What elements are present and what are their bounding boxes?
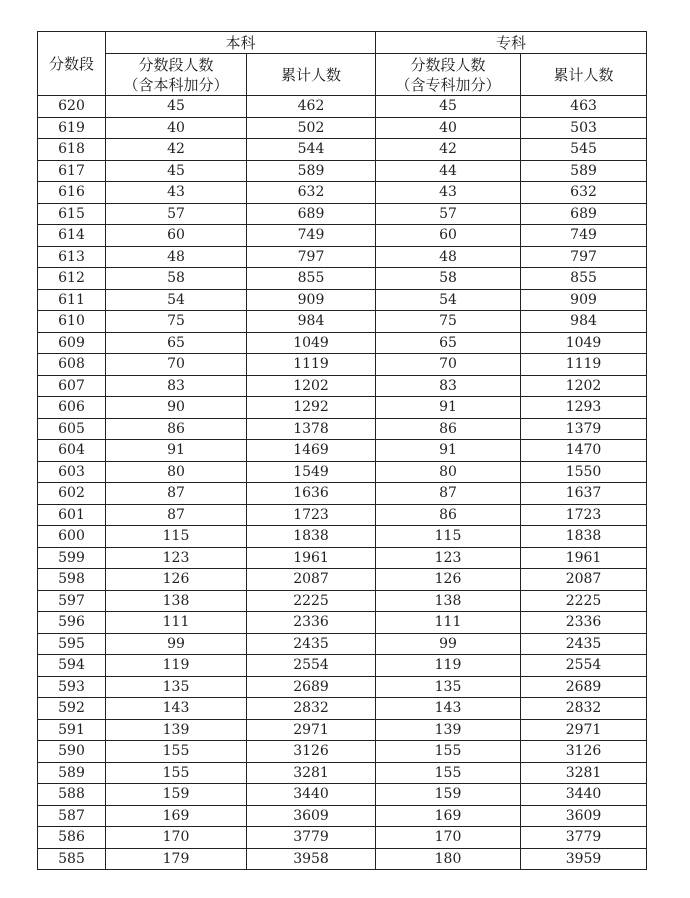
college-cumulative-cell: 3440	[521, 784, 647, 806]
college-count-cell: 123	[376, 547, 521, 569]
undergrad-count-cell: 57	[106, 203, 247, 225]
undergrad-count-cell: 139	[106, 719, 247, 741]
undergrad-count-cell: 115	[106, 526, 247, 548]
undergrad-count-cell: 87	[106, 504, 247, 526]
table-header	[38, 32, 647, 96]
undergrad-count-cell: 155	[106, 741, 247, 763]
college-count-cell: 143	[376, 698, 521, 720]
score-cell: 600	[38, 526, 106, 548]
undergrad-count-cell: 80	[106, 461, 247, 483]
table-row	[38, 311, 647, 333]
undergrad-cumulative-cell: 3779	[247, 827, 376, 849]
score-cell: 603	[38, 461, 106, 483]
undergrad-count-header-line1: 分数段人数	[138, 55, 214, 74]
college-cumulative-cell: 1723	[521, 504, 647, 526]
college-count-cell: 155	[376, 741, 521, 763]
table-row	[38, 569, 647, 591]
score-cell: 615	[38, 203, 106, 225]
college-count-header-line2: （含专科加分）	[395, 75, 501, 94]
undergrad-cumulative-cell: 2225	[247, 590, 376, 612]
undergrad-count-cell: 65	[106, 332, 247, 354]
junior-college-header: 专科	[376, 32, 647, 54]
table-row	[38, 461, 647, 483]
table-row	[38, 655, 647, 677]
college-count-cell: 75	[376, 311, 521, 333]
college-cumulative-cell: 2554	[521, 655, 647, 677]
undergrad-count-cell: 86	[106, 418, 247, 440]
college-cumulative-cell: 2971	[521, 719, 647, 741]
table-row	[38, 805, 647, 827]
undergrad-count-cell: 126	[106, 569, 247, 591]
undergrad-header: 本科	[106, 32, 376, 54]
undergrad-cumulative-cell: 2087	[247, 569, 376, 591]
table-row	[38, 117, 647, 139]
undergrad-cumulative-cell: 1049	[247, 332, 376, 354]
undergrad-count-cell: 135	[106, 676, 247, 698]
score-cell: 618	[38, 139, 106, 161]
college-count-cell: 43	[376, 182, 521, 204]
undergrad-count-cell: 42	[106, 139, 247, 161]
undergrad-cumulative-cell: 1636	[247, 483, 376, 505]
table-row	[38, 332, 647, 354]
table-row	[38, 483, 647, 505]
table-row	[38, 246, 647, 268]
score-cell: 605	[38, 418, 106, 440]
score-band-header: 分数段	[38, 32, 106, 96]
college-count-cell: 111	[376, 612, 521, 634]
score-cell: 608	[38, 354, 106, 376]
table-row	[38, 719, 647, 741]
college-cumulative-cell: 3779	[521, 827, 647, 849]
score-cell: 620	[38, 96, 106, 118]
college-count-cell: 155	[376, 762, 521, 784]
score-cell: 607	[38, 375, 106, 397]
score-cell: 604	[38, 440, 106, 462]
college-cumulative-cell: 1202	[521, 375, 647, 397]
table-row	[38, 289, 647, 311]
table-row	[38, 139, 647, 161]
college-cumulative-cell: 1961	[521, 547, 647, 569]
college-cumulative-cell: 1379	[521, 418, 647, 440]
undergrad-count-cell: 90	[106, 397, 247, 419]
undergrad-cumulative-cell: 1549	[247, 461, 376, 483]
undergrad-count-cell: 48	[106, 246, 247, 268]
table-row	[38, 612, 647, 634]
college-count-cell: 91	[376, 397, 521, 419]
score-cell: 593	[38, 676, 106, 698]
undergrad-count-cell: 111	[106, 612, 247, 634]
college-count-cell: 80	[376, 461, 521, 483]
undergrad-cumulative-cell: 2689	[247, 676, 376, 698]
table-row	[38, 784, 647, 806]
score-cell: 617	[38, 160, 106, 182]
score-cell: 599	[38, 547, 106, 569]
undergrad-count-cell: 159	[106, 784, 247, 806]
table-row	[38, 848, 647, 870]
undergrad-cumulative-cell: 462	[247, 96, 376, 118]
college-count-cell: 126	[376, 569, 521, 591]
undergrad-cumulative-cell: 3609	[247, 805, 376, 827]
college-count-cell: 58	[376, 268, 521, 290]
score-cell: 610	[38, 311, 106, 333]
score-cell: 601	[38, 504, 106, 526]
college-cumulative-cell: 2832	[521, 698, 647, 720]
college-count-cell: 60	[376, 225, 521, 247]
score-cell: 612	[38, 268, 106, 290]
undergrad-cumulative-cell: 984	[247, 311, 376, 333]
undergrad-cumulative-cell: 502	[247, 117, 376, 139]
table-body	[38, 96, 647, 870]
score-cell: 597	[38, 590, 106, 612]
table-row	[38, 268, 647, 290]
college-cumulative-cell: 2689	[521, 676, 647, 698]
header-row-columns	[38, 54, 647, 96]
undergrad-count-cell: 169	[106, 805, 247, 827]
score-cell: 613	[38, 246, 106, 268]
score-cell: 589	[38, 762, 106, 784]
college-count-cell: 115	[376, 526, 521, 548]
college-count-cell: 42	[376, 139, 521, 161]
college-cumulative-cell: 1637	[521, 483, 647, 505]
undergrad-count-cell: 179	[106, 848, 247, 870]
undergrad-cumulative-header: 累计人数	[247, 54, 376, 96]
score-cell: 585	[38, 848, 106, 870]
undergrad-cumulative-cell: 3440	[247, 784, 376, 806]
undergrad-cumulative-cell: 2832	[247, 698, 376, 720]
undergrad-count-cell: 54	[106, 289, 247, 311]
undergrad-cumulative-cell: 632	[247, 182, 376, 204]
college-cumulative-header: 累计人数	[521, 54, 647, 96]
score-cell: 609	[38, 332, 106, 354]
undergrad-cumulative-cell: 689	[247, 203, 376, 225]
table-row	[38, 397, 647, 419]
college-cumulative-cell: 1293	[521, 397, 647, 419]
college-cumulative-cell: 632	[521, 182, 647, 204]
college-count-cell: 135	[376, 676, 521, 698]
college-count-cell: 138	[376, 590, 521, 612]
undergrad-count-cell: 60	[106, 225, 247, 247]
college-cumulative-cell: 3959	[521, 848, 647, 870]
college-cumulative-cell: 503	[521, 117, 647, 139]
undergrad-cumulative-cell: 855	[247, 268, 376, 290]
college-count-cell: 83	[376, 375, 521, 397]
undergrad-cumulative-cell: 1838	[247, 526, 376, 548]
college-cumulative-cell: 1838	[521, 526, 647, 548]
college-cumulative-cell: 2225	[521, 590, 647, 612]
table-row	[38, 762, 647, 784]
college-cumulative-cell: 1119	[521, 354, 647, 376]
undergrad-cumulative-cell: 909	[247, 289, 376, 311]
undergrad-count-cell: 45	[106, 160, 247, 182]
college-cumulative-cell: 589	[521, 160, 647, 182]
undergrad-count-cell: 45	[106, 96, 247, 118]
table-row	[38, 354, 647, 376]
college-cumulative-cell: 3609	[521, 805, 647, 827]
table-row	[38, 827, 647, 849]
undergrad-count-cell: 91	[106, 440, 247, 462]
score-cell: 586	[38, 827, 106, 849]
score-cell: 596	[38, 612, 106, 634]
score-cell: 588	[38, 784, 106, 806]
college-cumulative-cell: 3281	[521, 762, 647, 784]
undergrad-count-cell: 123	[106, 547, 247, 569]
college-count-cell: 86	[376, 504, 521, 526]
college-count-header-line1: 分数段人数	[410, 55, 486, 74]
undergrad-count-cell: 170	[106, 827, 247, 849]
undergrad-count-cell: 83	[106, 375, 247, 397]
college-cumulative-cell: 2336	[521, 612, 647, 634]
college-count-cell: 87	[376, 483, 521, 505]
undergrad-cumulative-cell: 2435	[247, 633, 376, 655]
college-count-cell: 170	[376, 827, 521, 849]
table-row	[38, 698, 647, 720]
score-cell: 602	[38, 483, 106, 505]
undergrad-count-cell: 119	[106, 655, 247, 677]
table-row	[38, 375, 647, 397]
college-cumulative-cell: 3126	[521, 741, 647, 763]
college-count-header	[376, 54, 521, 96]
undergrad-cumulative-cell: 2336	[247, 612, 376, 634]
score-cell: 592	[38, 698, 106, 720]
college-count-cell: 57	[376, 203, 521, 225]
table-row	[38, 182, 647, 204]
undergrad-cumulative-cell: 2554	[247, 655, 376, 677]
score-cell: 594	[38, 655, 106, 677]
undergrad-count-cell: 143	[106, 698, 247, 720]
score-distribution-table	[37, 31, 647, 870]
table-row	[38, 741, 647, 763]
table-row	[38, 590, 647, 612]
college-count-cell: 48	[376, 246, 521, 268]
undergrad-count-header	[106, 54, 247, 96]
undergrad-count-cell: 58	[106, 268, 247, 290]
college-cumulative-cell: 855	[521, 268, 647, 290]
table-row	[38, 203, 647, 225]
undergrad-cumulative-cell: 1469	[247, 440, 376, 462]
college-count-cell: 40	[376, 117, 521, 139]
undergrad-cumulative-cell: 749	[247, 225, 376, 247]
score-cell: 614	[38, 225, 106, 247]
table-row	[38, 526, 647, 548]
undergrad-cumulative-cell: 1378	[247, 418, 376, 440]
college-count-cell: 54	[376, 289, 521, 311]
score-cell: 616	[38, 182, 106, 204]
undergrad-cumulative-cell: 1292	[247, 397, 376, 419]
college-cumulative-cell: 1049	[521, 332, 647, 354]
college-count-cell: 99	[376, 633, 521, 655]
college-cumulative-cell: 797	[521, 246, 647, 268]
college-count-cell: 119	[376, 655, 521, 677]
undergrad-count-cell: 99	[106, 633, 247, 655]
undergrad-count-cell: 40	[106, 117, 247, 139]
undergrad-count-cell: 87	[106, 483, 247, 505]
undergrad-cumulative-cell: 797	[247, 246, 376, 268]
undergrad-cumulative-cell: 1119	[247, 354, 376, 376]
college-count-cell: 70	[376, 354, 521, 376]
undergrad-count-header-line2: （含本科加分）	[123, 75, 229, 94]
college-count-cell: 139	[376, 719, 521, 741]
score-cell: 590	[38, 741, 106, 763]
score-cell: 619	[38, 117, 106, 139]
undergrad-cumulative-cell: 3958	[247, 848, 376, 870]
undergrad-cumulative-cell: 2971	[247, 719, 376, 741]
undergrad-cumulative-cell: 1202	[247, 375, 376, 397]
college-count-cell: 45	[376, 96, 521, 118]
college-cumulative-cell: 749	[521, 225, 647, 247]
table-row	[38, 547, 647, 569]
score-cell: 611	[38, 289, 106, 311]
table-row	[38, 96, 647, 118]
college-count-cell: 44	[376, 160, 521, 182]
college-count-cell: 159	[376, 784, 521, 806]
college-cumulative-cell: 463	[521, 96, 647, 118]
score-cell: 587	[38, 805, 106, 827]
score-cell: 598	[38, 569, 106, 591]
undergrad-cumulative-cell: 1961	[247, 547, 376, 569]
undergrad-cumulative-cell: 1723	[247, 504, 376, 526]
undergrad-count-cell: 138	[106, 590, 247, 612]
table-row	[38, 225, 647, 247]
undergrad-cumulative-cell: 3126	[247, 741, 376, 763]
college-cumulative-cell: 545	[521, 139, 647, 161]
undergrad-count-cell: 155	[106, 762, 247, 784]
undergrad-cumulative-cell: 589	[247, 160, 376, 182]
undergrad-cumulative-cell: 544	[247, 139, 376, 161]
college-cumulative-cell: 2435	[521, 633, 647, 655]
college-cumulative-cell: 689	[521, 203, 647, 225]
table-row	[38, 676, 647, 698]
college-count-cell: 91	[376, 440, 521, 462]
undergrad-count-cell: 70	[106, 354, 247, 376]
undergrad-cumulative-cell: 3281	[247, 762, 376, 784]
college-count-cell: 86	[376, 418, 521, 440]
college-cumulative-cell: 984	[521, 311, 647, 333]
college-count-cell: 169	[376, 805, 521, 827]
undergrad-count-cell: 43	[106, 182, 247, 204]
college-cumulative-cell: 909	[521, 289, 647, 311]
college-count-cell: 180	[376, 848, 521, 870]
college-count-cell: 65	[376, 332, 521, 354]
header-row-groups	[38, 32, 647, 54]
score-cell: 595	[38, 633, 106, 655]
college-cumulative-cell: 1550	[521, 461, 647, 483]
table-row	[38, 633, 647, 655]
score-cell: 606	[38, 397, 106, 419]
table-row	[38, 440, 647, 462]
table-row	[38, 504, 647, 526]
college-cumulative-cell: 1470	[521, 440, 647, 462]
college-cumulative-cell: 2087	[521, 569, 647, 591]
table-row	[38, 160, 647, 182]
undergrad-count-cell: 75	[106, 311, 247, 333]
table-row	[38, 418, 647, 440]
score-cell: 591	[38, 719, 106, 741]
